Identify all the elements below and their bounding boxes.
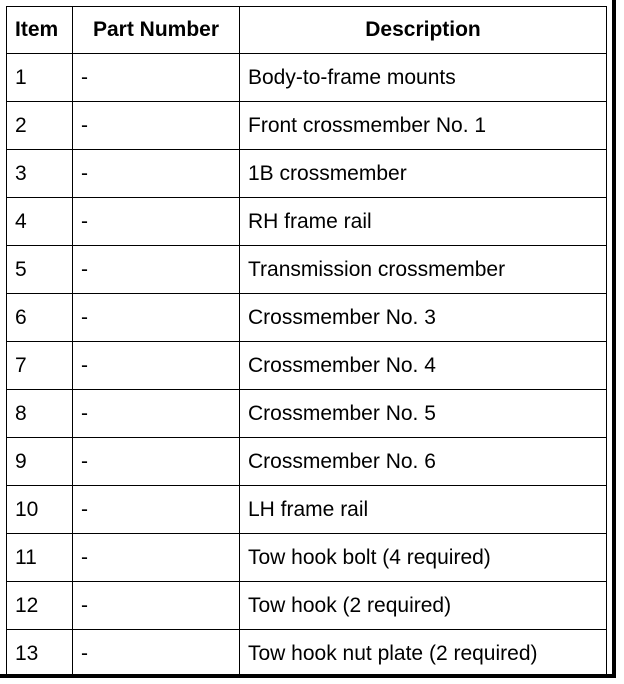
cell-part-number: - (73, 486, 240, 534)
table-row (7, 198, 607, 246)
table-body (7, 54, 607, 678)
table-row (7, 246, 607, 294)
cell-item: 10 (7, 486, 73, 534)
cell-part-number: - (73, 246, 240, 294)
cell-part-number: - (73, 582, 240, 630)
table-row (7, 102, 607, 150)
cell-part-number: - (73, 534, 240, 582)
cell-description: Tow hook (2 required) (240, 582, 607, 630)
cell-description: Crossmember No. 3 (240, 294, 607, 342)
table-row (7, 534, 607, 582)
table-row (7, 582, 607, 630)
header-description: Description (240, 7, 607, 54)
cell-description: LH frame rail (240, 486, 607, 534)
cell-item: 9 (7, 438, 73, 486)
cell-description: 1B crossmember (240, 150, 607, 198)
cell-part-number: - (73, 342, 240, 390)
cell-description: Front crossmember No. 1 (240, 102, 607, 150)
cell-item: 12 (7, 582, 73, 630)
cell-item: 3 (7, 150, 73, 198)
cell-description: RH frame rail (240, 198, 607, 246)
table-row (7, 54, 607, 102)
table-row (7, 438, 607, 486)
table-row (7, 342, 607, 390)
header-item: Item (7, 7, 73, 54)
table-row (7, 390, 607, 438)
cell-part-number: - (73, 54, 240, 102)
cell-description: Body-to-frame mounts (240, 54, 607, 102)
cell-part-number: - (73, 198, 240, 246)
cell-part-number: - (73, 390, 240, 438)
cell-item: 8 (7, 390, 73, 438)
table-row (7, 294, 607, 342)
cell-description: Crossmember No. 5 (240, 390, 607, 438)
cell-item: 4 (7, 198, 73, 246)
cell-item: 1 (7, 54, 73, 102)
cell-item: 5 (7, 246, 73, 294)
cell-part-number: - (73, 150, 240, 198)
table-row (7, 486, 607, 534)
cell-description: Transmission crossmember (240, 246, 607, 294)
cell-item: 11 (7, 534, 73, 582)
cell-description: Crossmember No. 4 (240, 342, 607, 390)
cell-part-number: - (73, 102, 240, 150)
cell-part-number: - (73, 294, 240, 342)
parts-table (6, 6, 607, 678)
cell-item: 7 (7, 342, 73, 390)
cell-part-number: - (73, 630, 240, 678)
header-part-number: Part Number (73, 7, 240, 54)
cell-description: Tow hook nut plate (2 required) (240, 630, 607, 678)
cell-item: 6 (7, 294, 73, 342)
cell-part-number: - (73, 438, 240, 486)
table-row (7, 630, 607, 678)
cell-item: 13 (7, 630, 73, 678)
cell-item: 2 (7, 102, 73, 150)
table-header-row (7, 7, 607, 54)
cell-description: Tow hook bolt (4 required) (240, 534, 607, 582)
table-row (7, 150, 607, 198)
cell-description: Crossmember No. 6 (240, 438, 607, 486)
